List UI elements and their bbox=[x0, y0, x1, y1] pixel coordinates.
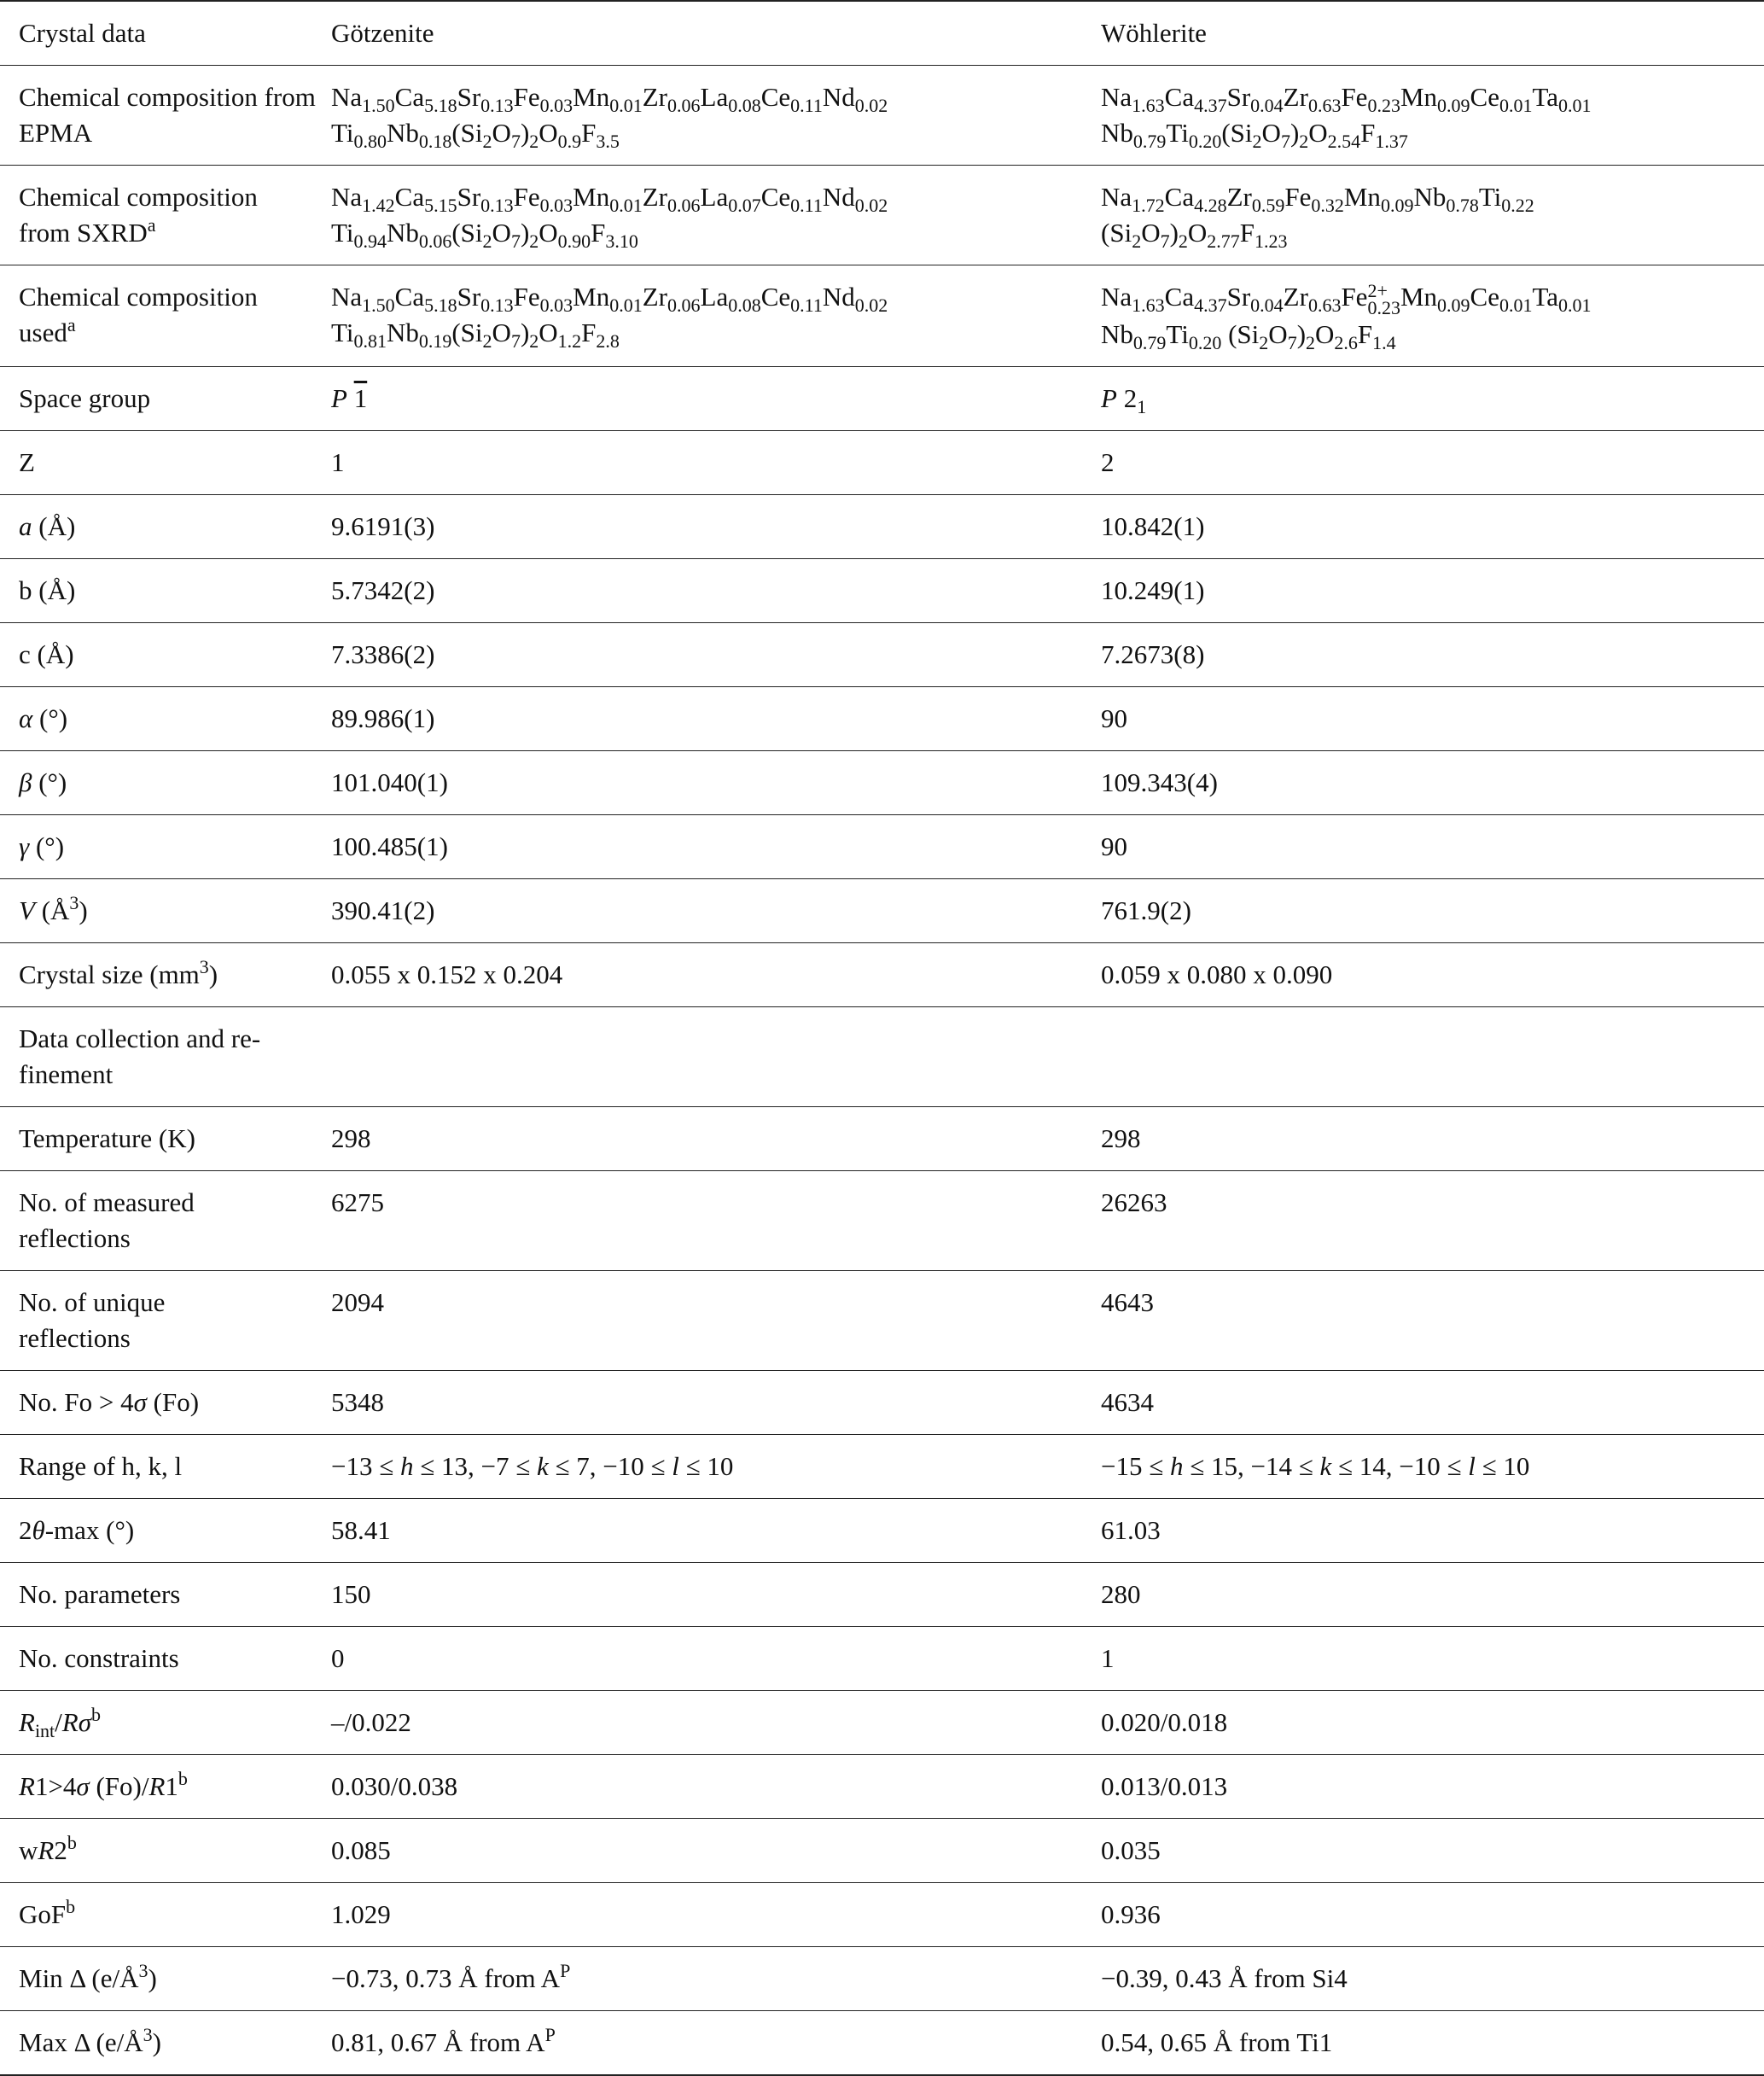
table-row bbox=[0, 166, 1764, 265]
value-cell: 58.41 bbox=[331, 1499, 1101, 1563]
row-label: Chemical composition from SXRD$^a$ bbox=[0, 166, 331, 265]
value-cell: 1.029 bbox=[331, 1883, 1101, 1947]
row-label: 2θ-max (°) bbox=[0, 1499, 331, 1563]
value-cell: 2094 bbox=[331, 1271, 1101, 1371]
value-cell: 0.055 x 0.152 x 0.204 bbox=[331, 943, 1101, 1007]
section-heading-line1: Data collection and re- bbox=[19, 1023, 261, 1053]
value-cell: 298 bbox=[1101, 1107, 1764, 1171]
value-cell: 4634 bbox=[1101, 1371, 1764, 1435]
row-label: wR2$^b$ bbox=[0, 1819, 331, 1883]
value-cell: 0.54, 0.65 Å from Ti1 bbox=[1101, 2011, 1764, 2076]
table-row bbox=[0, 623, 1764, 687]
row-label: β (°) bbox=[0, 751, 331, 815]
row-label: GoF$^b$ bbox=[0, 1883, 331, 1947]
header-wohlerite: Wöhlerite bbox=[1101, 1, 1764, 66]
value-cell: 761.9(2) bbox=[1101, 879, 1764, 943]
table-row bbox=[0, 1883, 1764, 1947]
table-row bbox=[0, 1755, 1764, 1819]
row-label: R1>4σ (Fo)/R1$^b$ bbox=[0, 1755, 331, 1819]
table-row bbox=[0, 367, 1764, 431]
table-row bbox=[0, 66, 1764, 166]
value-cell: 5348 bbox=[331, 1371, 1101, 1435]
table-row bbox=[0, 431, 1764, 495]
header-gotzenite: Götzenite bbox=[331, 1, 1101, 66]
formula-cell: $Na_{1.63}Ca_{4.37}Sr_{0.04}Zr_{0.63}Fe$ 2+ 0.23 $Mn_{0.09}Ce_{0.01}Ta_{0.01}$ $Nb_{0.79}Ti_{0.20}$ $(Si_2O_7)_2O_{2.6}F_{1.4}$ bbox=[1101, 265, 1764, 367]
value-cell: 6275 bbox=[331, 1171, 1101, 1271]
value-cell: –/0.022 bbox=[331, 1691, 1101, 1755]
table-row bbox=[0, 687, 1764, 751]
value-cell: 1 bbox=[1101, 1627, 1764, 1691]
unique-label-line2: reflections bbox=[19, 1323, 131, 1353]
section-heading-line2: finement bbox=[19, 1059, 114, 1089]
table-row bbox=[0, 495, 1764, 559]
space-group-wohlerite: P $2_1$ bbox=[1101, 367, 1764, 431]
table-row bbox=[0, 751, 1764, 815]
row-label: α (°) bbox=[0, 687, 331, 751]
row-label: Chemical composition used$^a$ bbox=[0, 265, 331, 367]
range-cell: −15 ≤ h ≤ 15, −14 ≤ k ≤ 14, −10 ≤ l ≤ 10 bbox=[1101, 1435, 1764, 1499]
value-cell: 5.7342(2) bbox=[331, 559, 1101, 623]
table-row bbox=[0, 1171, 1764, 1271]
row-label: Chemical composition from EPMA bbox=[0, 66, 331, 166]
table-row bbox=[0, 1499, 1764, 1563]
value-cell: 0.059 x 0.080 x 0.090 bbox=[1101, 943, 1764, 1007]
table-row bbox=[0, 1435, 1764, 1499]
value-cell: 0.936 bbox=[1101, 1883, 1764, 1947]
value-cell: 9.6191(3) bbox=[331, 495, 1101, 559]
formula-cell: $Na_{1.50}Ca_{5.18}Sr_{0.13}Fe_{0.03}Mn_{0.01}Zr_{0.06}La_{0.08}Ce_{0.11}Nd_{0.02}$ $Ti_{0.81}Nb_{0.19}(Si_2O_7)_2O_{1.2}F_{2.8}$ bbox=[331, 265, 1101, 367]
table-row bbox=[0, 879, 1764, 943]
value-cell: 26263 bbox=[1101, 1171, 1764, 1271]
value-cell: 4643 bbox=[1101, 1271, 1764, 1371]
table-row bbox=[0, 943, 1764, 1007]
value-cell: 150 bbox=[331, 1563, 1101, 1627]
table-row bbox=[0, 1107, 1764, 1171]
row-label: Max Δ $(e/Å^3)$ bbox=[0, 2011, 331, 2076]
table-row bbox=[0, 265, 1764, 367]
empty-cell bbox=[1101, 1007, 1764, 1107]
row-label bbox=[0, 1271, 331, 1371]
row-label: No. Fo > 4σ (Fo) bbox=[0, 1371, 331, 1435]
row-label: Temperature (K) bbox=[0, 1107, 331, 1171]
value-cell: −0.73, 0.73 Å from $A^P$ bbox=[331, 1947, 1101, 2011]
table-row bbox=[0, 1691, 1764, 1755]
row-label: Range of h, k, l bbox=[0, 1435, 331, 1499]
value-cell: 10.842(1) bbox=[1101, 495, 1764, 559]
row-label: Crystal size $(mm^3)$ bbox=[0, 943, 331, 1007]
value-cell: 0.013/0.013 bbox=[1101, 1755, 1764, 1819]
row-label: No. parameters bbox=[0, 1563, 331, 1627]
formula-cell: $Na_{1.42}Ca_{5.15}Sr_{0.13}Fe_{0.03}Mn_{0.01}Zr_{0.06}La_{0.07}Ce_{0.11}Nd_{0.02}$ $Ti_{0.94}Nb_{0.06}(Si_2O_7)_2O_{0.90}F_{3.10}$ bbox=[331, 166, 1101, 265]
value-cell: 2 bbox=[1101, 431, 1764, 495]
section-row bbox=[0, 1007, 1764, 1107]
row-label: γ (°) bbox=[0, 815, 331, 879]
measured-label-line1: No. of measured bbox=[19, 1187, 195, 1217]
value-cell: 109.343(4) bbox=[1101, 751, 1764, 815]
value-cell: 390.41(2) bbox=[331, 879, 1101, 943]
header-crystal-data: Crystal data bbox=[0, 1, 331, 66]
value-cell: 101.040(1) bbox=[331, 751, 1101, 815]
section-heading bbox=[0, 1007, 331, 1107]
row-label: Space group bbox=[0, 367, 331, 431]
row-label: No. constraints bbox=[0, 1627, 331, 1691]
table-header-row bbox=[0, 1, 1764, 66]
value-cell: 89.986(1) bbox=[331, 687, 1101, 751]
formula-cell: $Na_{1.72}Ca_{4.28}Zr_{0.59}Fe_{0.32}Mn_{0.09}Nb_{0.78}Ti_{0.22}$ $(Si_2O_7)_2O_{2.77}F_{1.23}$ bbox=[1101, 166, 1764, 265]
row-label: $R_{int}/R\sigma^b$ bbox=[0, 1691, 331, 1755]
value-cell: 61.03 bbox=[1101, 1499, 1764, 1563]
value-cell: 0.020/0.018 bbox=[1101, 1691, 1764, 1755]
value-cell: 7.3386(2) bbox=[331, 623, 1101, 687]
row-label: Min Δ $(e/Å^3)$ bbox=[0, 1947, 331, 2011]
table-row bbox=[0, 1819, 1764, 1883]
table-row bbox=[0, 1947, 1764, 2011]
table-row bbox=[0, 1627, 1764, 1691]
value-cell: 7.2673(8) bbox=[1101, 623, 1764, 687]
value-cell: 0 bbox=[331, 1627, 1101, 1691]
row-label: c (Å) bbox=[0, 623, 331, 687]
table-row bbox=[0, 2011, 1764, 2076]
value-cell: 0.035 bbox=[1101, 1819, 1764, 1883]
value-cell: 280 bbox=[1101, 1563, 1764, 1627]
value-cell: 298 bbox=[331, 1107, 1101, 1171]
formula-cell: $Na_{1.50}Ca_{5.18}Sr_{0.13}Fe_{0.03}Mn_{0.01}Zr_{0.06}La_{0.08}Ce_{0.11}Nd_{0.02}$ $Ti_{0.80}Nb_{0.18}(Si_2O_7)_2O_{0.9}F_{3.5}$ bbox=[331, 66, 1101, 166]
table-row bbox=[0, 815, 1764, 879]
value-cell: 100.485(1) bbox=[331, 815, 1101, 879]
value-cell: 90 bbox=[1101, 815, 1764, 879]
table-row bbox=[0, 1371, 1764, 1435]
table-row bbox=[0, 1563, 1764, 1627]
formula-cell: $Na_{1.63}Ca_{4.37}Sr_{0.04}Zr_{0.63}Fe_{0.23}Mn_{0.09}Ce_{0.01}Ta_{0.01}$ $Nb_{0.79}Ti_{0.20}(Si_2O_7)_2O_{2.54}F_{1.37}$ bbox=[1101, 66, 1764, 166]
value-cell: 0.085 bbox=[331, 1819, 1101, 1883]
value-cell: 0.030/0.038 bbox=[331, 1755, 1101, 1819]
value-cell: −0.39, 0.43 Å from Si4 bbox=[1101, 1947, 1764, 2011]
measured-label-line2: reflections bbox=[19, 1223, 131, 1253]
row-label bbox=[0, 1171, 331, 1271]
value-cell: 90 bbox=[1101, 687, 1764, 751]
row-label: Z bbox=[0, 431, 331, 495]
row-label: V $(Å^3)$ bbox=[0, 879, 331, 943]
unique-label-line1: No. of unique bbox=[19, 1287, 166, 1317]
row-label: b (Å) bbox=[0, 559, 331, 623]
table-row bbox=[0, 559, 1764, 623]
table-row bbox=[0, 1271, 1764, 1371]
value-cell: 0.81, 0.67 Å from $A^P$ bbox=[331, 2011, 1101, 2076]
space-group-gotzenite: P 1 bbox=[331, 367, 1101, 431]
empty-cell bbox=[331, 1007, 1101, 1107]
value-cell: 1 bbox=[331, 431, 1101, 495]
row-label: a (Å) bbox=[0, 495, 331, 559]
range-cell: −13 ≤ h ≤ 13, −7 ≤ k ≤ 7, −10 ≤ l ≤ 10 bbox=[331, 1435, 1101, 1499]
value-cell: 10.249(1) bbox=[1101, 559, 1764, 623]
